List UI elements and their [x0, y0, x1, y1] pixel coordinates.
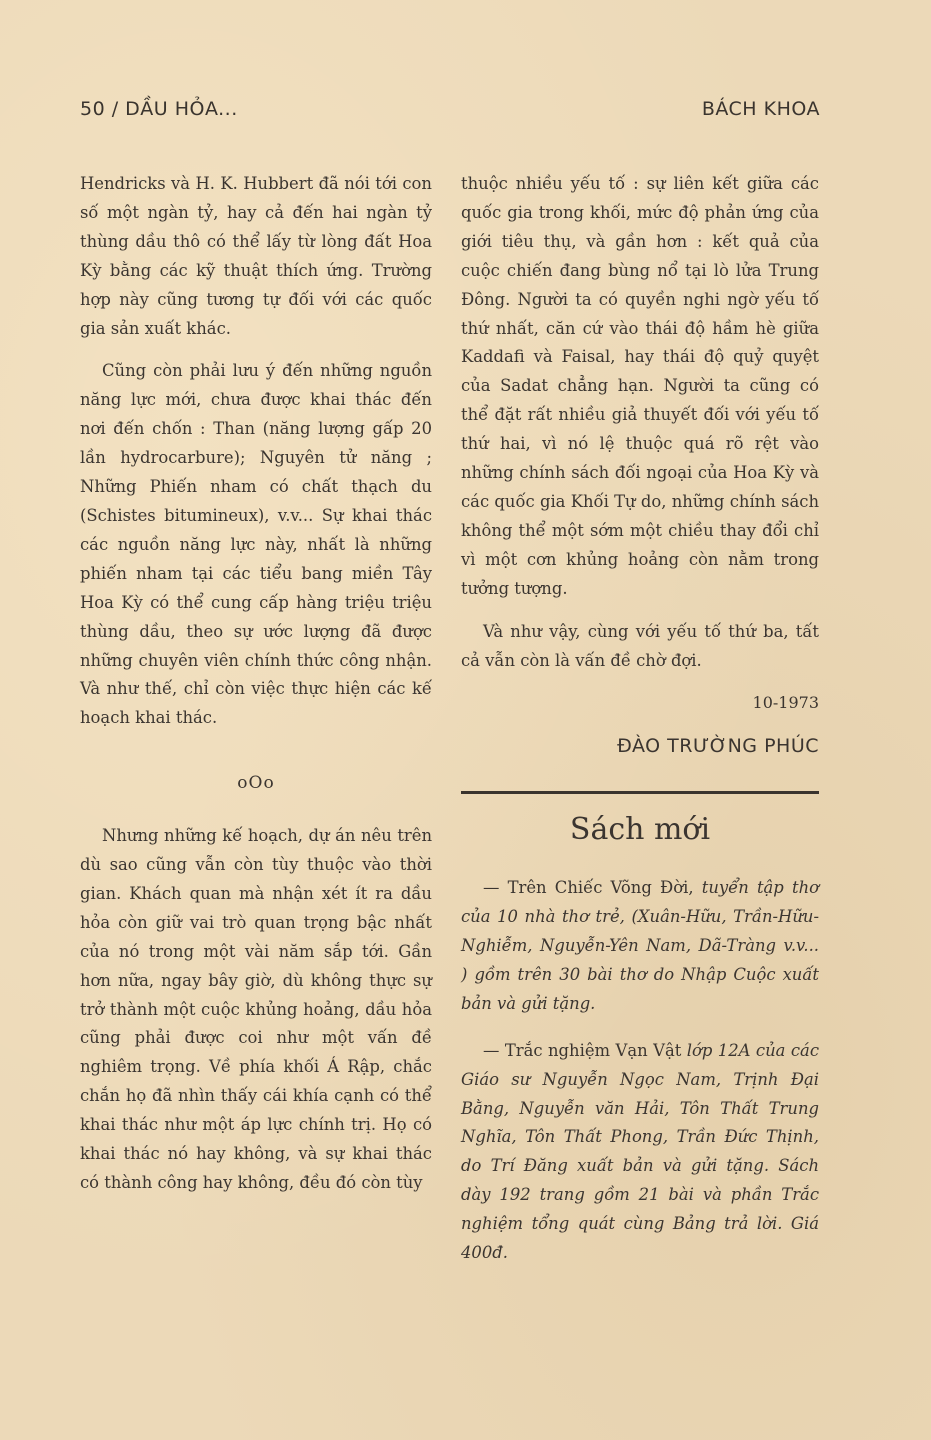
paragraph: Cũng còn phải lưu ý đến những nguồn năng lực mới, chưa được khai thác đến nơi đến chốn : Than (năng lượng gấp 20 lần hydrocarbure); Nguyên tử năng ; Những Phiến nham có chất thạch du (Schistes bitumineux), v.v... Sự khai thác các nguồn năng lực này, nhất là những phiến nham tại các tiểu bang miền Tây Hoa Kỳ có thể cung cấp hàng triệu triệu thùng dầu, theo sự ước lượng đã được những chuyên viên chính thức công nhận. Và như thế, chỉ còn việc thực hiện các kế hoạch khai thác.	[80, 361, 432, 728]
book-description: lớp 12A của các Giáo sư Nguyễn Ngọc Nam, Trịnh Đại Bằng, Nguyễn văn Hải, Tôn Thất Trung Nghĩa, Tôn Thất Phong, Trần Đức Thịnh, do Trí Đăng xuất bản và gửi tặng. Sách dày 192 trang gồm 21 bài và phần Trắc nghiệm tổng quát cùng Bảng trả lời. Giá 400đ.	[461, 1040, 819, 1263]
magazine-name: BÁCH KHOA	[701, 98, 820, 120]
book-title: — Trên Chiếc Võng Đời,	[483, 878, 694, 898]
paragraph: Nhưng những kế hoạch, dự án nêu trên dù sao cũng vẫn còn tùy thuộc vào thời gian. Khách quan mà nhận xét ít ra dầu hỏa còn giữ vai trò quan trọng bậc nhất của nó trong một vài năm sắp tới. Gần hơn nữa, ngay bây giờ, dù không thực sự trở thành một cuộc khủng hoảng, dầu hỏa cũng phải được coi như một vấn đề nghiêm trọng. Về phía khối Á Rập, chắc chắn họ đã nhìn thấy cái khía cạnh có thể khai thác như một áp lực chính trị. Họ có khai thác nó hay không, và sự khai thác có thành công hay không, đều đó còn tùy	[80, 826, 432, 1192]
section-title: Sách mới	[569, 812, 711, 848]
paragraph: thuộc nhiều yếu tố : sự liên kết giữa các quốc gia trong khối, mức độ phản ứng của giới tiêu thụ, và gần hơn : kết quả của cuộc chiến đang bùng nổ tại lò lửa Trung Đông. Người ta có quyền nghi ngờ yếu tố thứ nhất, căn cứ vào thái độ hầm hè giữa Kaddafi và Faisal, hay thái độ quỷ quyệt của Sadat chẳng hạn. Người ta cũng có thể đặt rất nhiều giả thuyết đối với yếu tố thứ hai, vì nó lệ thuộc quá rõ rệt vào những chính sách đối ngoại của Hoa Kỳ và các quốc gia Khối Tự do, những chính sách không thể một sớm một chiều thay đổi chỉ vì một cơn khủng hoảng còn nằm trong tưởng tượng.	[461, 174, 819, 598]
paragraph: Hendricks và H. K. Hubbert đã nói tới con số một ngàn tỷ, hay cả đến hai ngàn tỷ thùng dầu thô có thể lấy từ lòng đất Hoa Kỳ bằng các kỹ thuật thích ứng. Trường hợp này cũng tương tự đối với các quốc gia sản xuất khác.	[80, 174, 432, 338]
right-column	[461, 170, 819, 1268]
author-signature: ĐÀO TRƯỜNG PHÚC	[617, 735, 819, 758]
running-title: 50 / DẦU HỎA...	[80, 98, 238, 120]
section-separator: oOo	[237, 773, 275, 794]
page-header	[80, 98, 820, 128]
left-column	[80, 170, 432, 1198]
article-date: 10-1973	[752, 693, 819, 713]
book-entry	[461, 1037, 819, 1268]
book-entry	[461, 874, 819, 1019]
paragraph: Và như vậy, cùng với yếu tố thứ ba, tất cả vẫn còn là vấn đề chờ đợi.	[461, 621, 819, 670]
section-divider	[461, 791, 819, 794]
book-description: tuyển tập thơ của 10 nhà thơ trẻ, (Xuân-Hữu, Trần-Hữu-Nghiễm, Nguyễn-Yên Nam, Dã-Tràng v.v... ) gồm trên 30 bài thơ do Nhập Cuộc xuất bản và gửi tặng.	[461, 878, 819, 1013]
book-title: — Trắc nghiệm Vạn Vật	[483, 1040, 682, 1060]
